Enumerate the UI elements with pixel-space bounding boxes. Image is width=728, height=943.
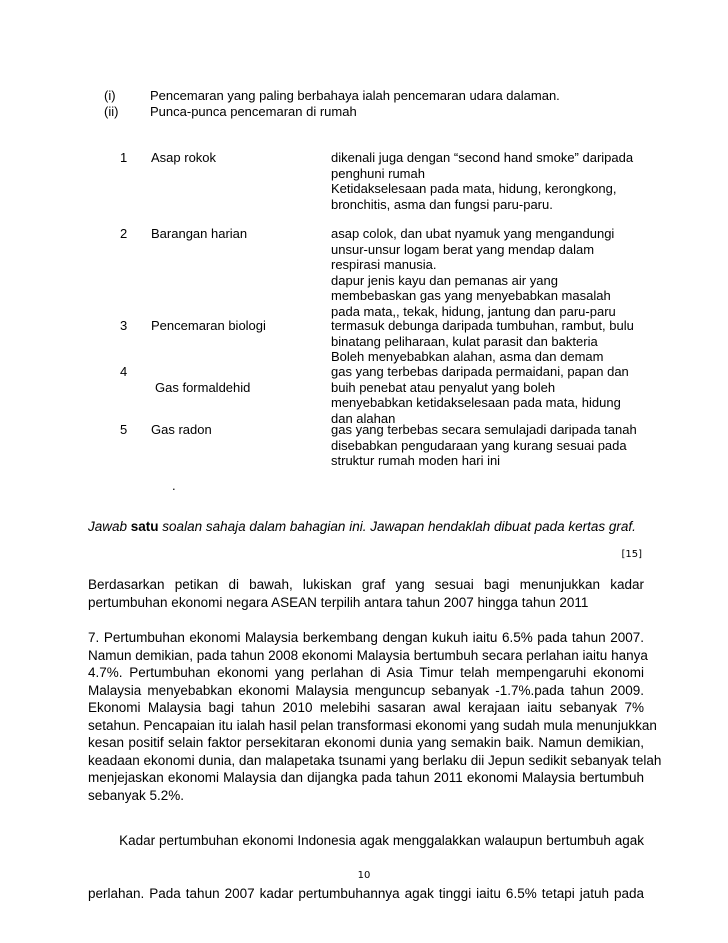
source-description <box>331 422 637 469</box>
list-item-ii-text: Punca-punca pencemaran di rumah <box>150 104 357 119</box>
source-description <box>331 318 634 365</box>
list-item-i-text: Pencemaran yang paling berbahaya ialah pencemaran udara dalaman. <box>150 88 560 103</box>
paragraph-line: keadaan ekonomi dunia, dan malapetaka tsunami yang berlaku dii Jepun sedikit sebanyak telah <box>88 752 662 768</box>
source-description <box>331 364 629 426</box>
page-number: 10 <box>357 870 371 881</box>
paragraph-line: pertumbuhan ekonomi negara ASEAN terpilih antara tahun 2007 hingga tahun 2011 <box>88 594 589 610</box>
source-description <box>331 226 616 319</box>
description-line: respirasi manusia. <box>331 257 437 272</box>
source-name: Barangan harian <box>151 226 248 241</box>
source-name: Gas formaldehid <box>155 380 251 395</box>
marks: [15] <box>621 549 642 560</box>
paragraph-line: Kadar pertumbuhan ekonomi Indonesia agak menggalakkan walaupun bertumbuh agak <box>88 833 644 848</box>
instruction-post: soalan sahaja dalam bahagian ini. Jawapan hendaklah dibuat pada kertas graf. <box>158 519 636 534</box>
paragraph-line: kesan positif selain faktor persekitaran ekonomi dunia yang semakin baik. Namun demikian, <box>88 735 644 750</box>
description-line: pada mata,, tekak, hidung, jantung dan paru-paru <box>331 303 616 319</box>
source-description <box>331 150 633 212</box>
source-number: 2 <box>120 226 128 241</box>
description-line: binatang peliharaan, kulat parasit dan bakteria <box>331 333 598 349</box>
source-number: 3 <box>120 318 128 333</box>
description-line: unsur-unsur logam berat yang mendap dalam <box>331 241 595 257</box>
description-line: termasuk debunga daripada tumbuhan, rambut, bulu <box>331 318 634 333</box>
description-line: gas yang terbebas daripada permaidani, papan dan <box>331 364 629 379</box>
paragraph-line: 4.7%. Pertumbuhan ekonomi yang perlahan di Asia Timur telah mempengaruhi ekonomi <box>88 665 644 680</box>
description-line: struktur rumah moden hari ini <box>331 453 501 468</box>
description-line: penghuni rumah <box>331 165 425 181</box>
description-line: Ketidakselesaan pada mata, hidung, kerongkong, <box>331 181 617 196</box>
description-line: dan alahan <box>331 410 396 426</box>
description-line: gas yang terbebas secara semulajadi daripada tanah <box>331 422 637 437</box>
instruction-pre: Jawab <box>88 519 131 534</box>
paragraph-line: Berdasarkan petikan di bawah, lukiskan graf yang sesuai bagi menunjukkan kadar <box>88 577 644 592</box>
section-instruction <box>88 519 636 534</box>
list-item-number: (i) <box>104 88 116 103</box>
paragraph-line: 7. Pertumbuhan ekonomi Malaysia berkembang dengan kukuh iaitu 6.5% pada tahun 2007. <box>88 630 644 645</box>
description-line: asap colok, dan ubat nyamuk yang mengandungi <box>331 226 615 241</box>
source-number: 5 <box>120 422 128 437</box>
paragraph-line: Malaysia menyebabkan ekonomi Malaysia menguncup sebanyak -1.7%.pada tahun 2009. <box>88 682 644 698</box>
paragraph-line: perlahan. Pada tahun 2007 kadar pertumbuhannya agak tinggi iaitu 6.5% tetapi jatuh pada <box>88 885 644 901</box>
stray-dot: . <box>172 478 176 493</box>
indonesia-paragraph <box>88 797 644 920</box>
paragraph-line: menjejaskan ekonomi Malaysia dan dijangka pada tahun 2011 ekonomi Malaysia bertumbuh <box>88 770 644 785</box>
description-line: bronchitis, asma dan fungsi paru-paru. <box>331 196 553 212</box>
list-item-number: (ii) <box>104 104 119 119</box>
source-name: Pencemaran biologi <box>151 318 266 333</box>
source-name: Asap rokok <box>151 150 217 165</box>
source-name: Gas radon <box>151 422 212 437</box>
description-line: dikenali juga dengan “second hand smoke” daripada <box>331 150 634 165</box>
description-line: menyebabkan ketidakselesaan pada mata, hidung <box>331 395 621 410</box>
question-7-paragraph <box>88 629 662 804</box>
description-line: membebaskan gas yang menyebabkan masalah <box>331 288 611 303</box>
description-line: buih penebat atau penyalut yang boleh <box>331 379 556 395</box>
intro-paragraph <box>88 576 644 611</box>
list-item-i <box>104 88 116 104</box>
paragraph-line: setahun. Pencapaian itu ialah hasil pelan transformasi ekonomi yang sudah mula menunjukkan <box>88 717 657 733</box>
paragraph-line: Namun demikian, pada tahun 2008 ekonomi Malaysia bertumbuh secara perlahan iaitu hanya <box>88 647 648 663</box>
source-number: 1 <box>120 150 128 165</box>
paragraph-line: Ekonomi Malaysia bagi tahun 2010 melebihi sasaran awal kerajaan iaitu sebanyak 7% <box>88 700 644 715</box>
description-line: dapur jenis kayu dan pemanas air yang <box>331 272 558 288</box>
source-number: 4 <box>120 364 128 379</box>
description-line: disebabkan pengudaraan yang kurang sesuai pada <box>331 437 627 453</box>
instruction-bold: satu <box>130 519 159 534</box>
description-line: Boleh menyebabkan alahan, asma dan demam <box>331 349 604 364</box>
list-item-ii <box>104 104 118 120</box>
paragraph-line: sebanyak 5.2%. <box>88 787 185 803</box>
